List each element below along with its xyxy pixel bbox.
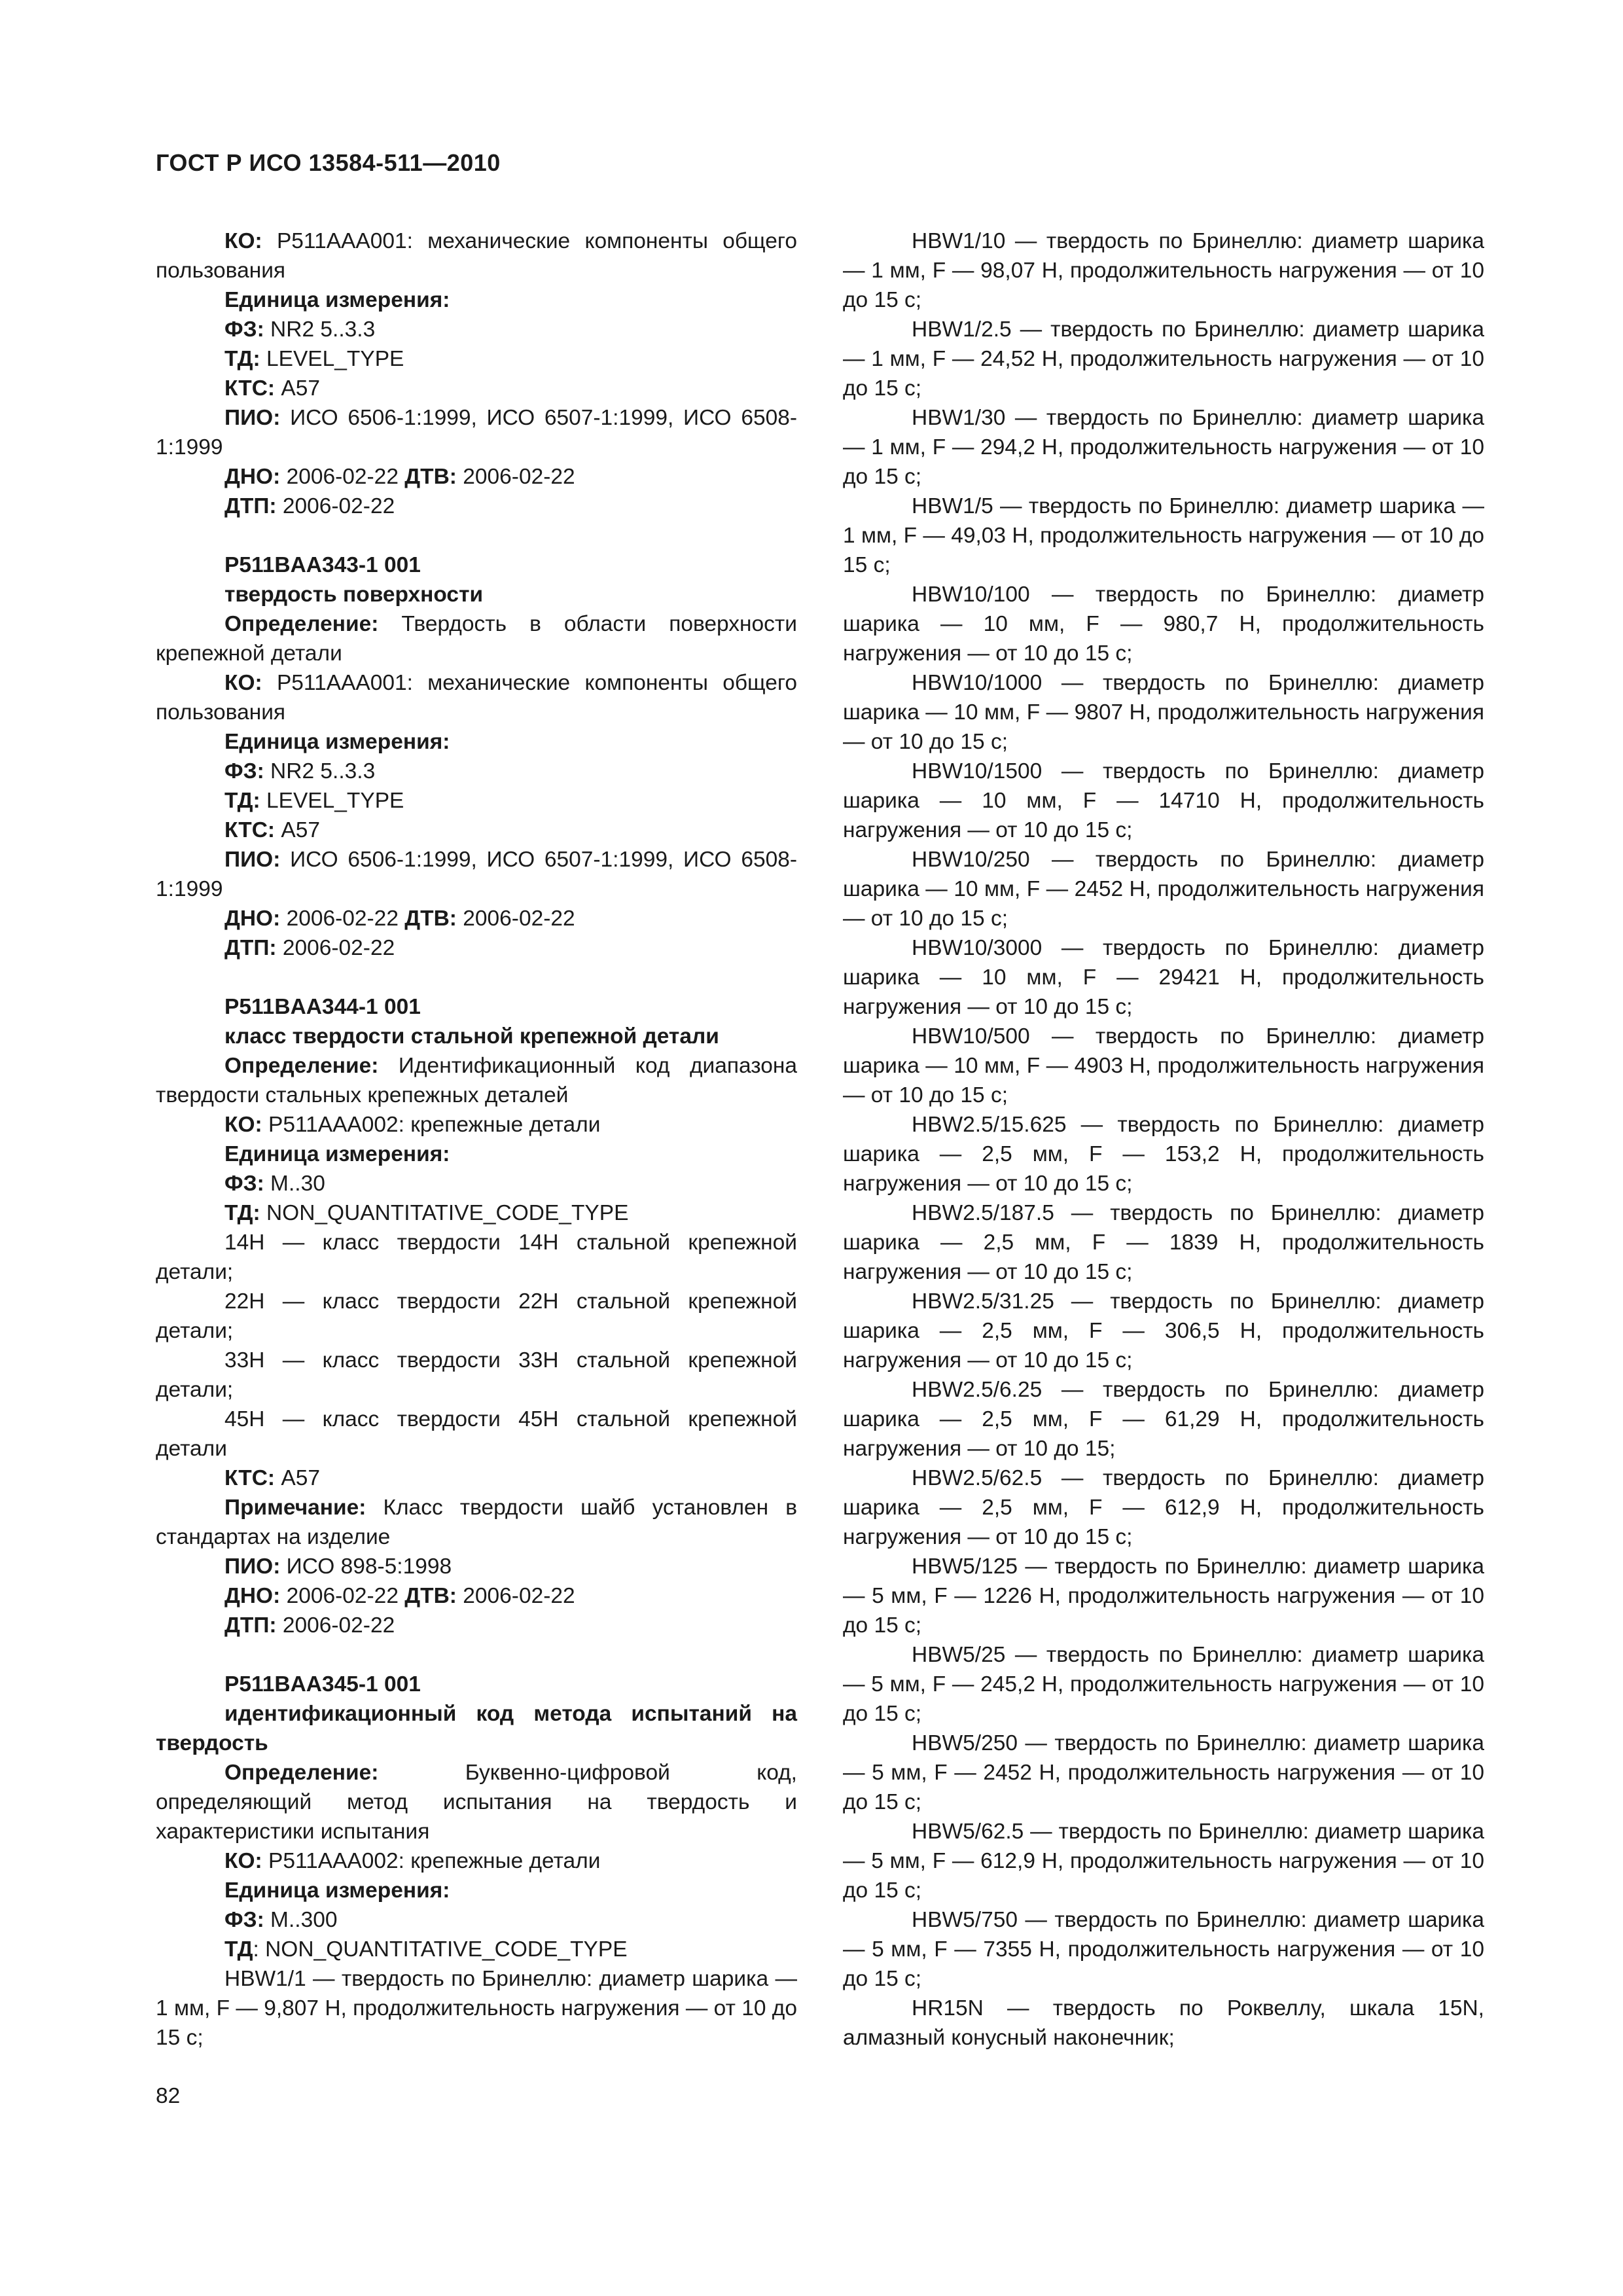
field-fz: ФЗ: M..30 [224,1172,325,1196]
code-value: HR15N — твердость по Роквеллу, шкала 15N, алмазный конусный наконечник; [843,1996,1484,2050]
field-definition: Определение: Буквенно-цифровой код, определяющий метод испытания на твердость и характеристики испытания [156,1761,797,1844]
field-dtp: ДТП: 2006-02-22 [224,936,395,960]
entry-name: класс твердости стальной крепежной детали [224,1024,719,1049]
field-td: ТД: LEVEL_TYPE [224,789,404,813]
field-pio: ПИО: ИСО 6506-1:1999, ИСО 6507-1:1999, ИСО 6508-1:1999 [156,406,797,459]
field-definition: Определение: Идентификационный код диапазона твердости стальных крепежных деталей [156,1054,797,1107]
entry-p511baa343 [156,550,797,963]
field-pio: ПИО: ИСО 6506-1:1999, ИСО 6507-1:1999, ИСО 6508-1:1999 [156,848,797,901]
field-pio: ПИО: ИСО 898-5:1998 [224,1554,452,1579]
code-value: HBW2.5/187.5 — твердость по Бринеллю: диаметр шарика — 2,5 мм, F — 1839 Н, продолжительность нагружения — от 10 до 15 с; [843,1201,1484,1284]
code-value: HBW10/100 — твердость по Бринеллю: диаметр шарика — 10 мм, F — 980,7 Н, продолжительность нагружения — от 10 до 15 с; [843,583,1484,666]
field-note: Примечание: Класс твердости шайб установлен в стандартах на изделие [156,1496,797,1549]
page-number: 82 [156,2084,181,2108]
code-value: HBW1/1 — твердость по Бринеллю: диаметр шарика — 1 мм, F — 9,807 Н, продолжительность нагружения — от 10 до 15 с; [156,1967,797,2050]
field-definition: Определение: Твердость в области поверхности крепежной детали [156,612,797,666]
code-value: HBW2.5/6.25 — твердость по Бринеллю: диаметр шарика — 2,5 мм, F — 61,29 Н, продолжительность нагружения — от 10 до 15; [843,1378,1484,1461]
field-fz: ФЗ: NR2 5..3.3 [224,759,376,783]
field-unit: Единица измерения: [224,1142,450,1166]
code-value: HBW1/5 — твердость по Бринеллю: диаметр шарика — 1 мм, F — 49,03 Н, продолжительность нагружения — от 10 до 15 с; [843,494,1484,577]
entry-name: идентификационный код метода испытаний на твердость [156,1702,797,1755]
entry-code: P511BAA343-1 001 [224,553,421,577]
code-value: HBW5/125 — твердость по Бринеллю: диаметр шарика — 5 мм, F — 1226 Н, продолжительность нагружения — от 10 до 15 с; [843,1554,1484,1638]
code-value: HBW10/3000 — твердость по Бринеллю: диаметр шарика — 10 мм, F — 29421 Н, продолжительность нагружения — от 10 до 15 с; [843,936,1484,1019]
field-dno-dtv: ДНО: 2006-02-22 ДТВ: 2006-02-22 [224,1584,575,1608]
code-value: HBW5/250 — твердость по Бринеллю: диаметр шарика — 5 мм, F — 2452 Н, продолжительность нагружения — от 10 до 15 с; [843,1731,1484,1814]
code-value: HBW10/1000 — твердость по Бринеллю: диаметр шарика — 10 мм, F — 9807 Н, продолжительность нагружения — от 10 до 15 с; [843,671,1484,754]
code-value: HBW5/25 — твердость по Бринеллю: диаметр шарика — 5 мм, F — 245,2 Н, продолжительность нагружения — от 10 до 15 с; [843,1643,1484,1726]
entry-p511baa344 [156,992,797,1640]
entry-p511baa345 [156,1670,797,2053]
entry-code: P511BAA345-1 001 [224,1672,421,1696]
field-unit: Единица измерения: [224,1878,450,1903]
field-dtp: ДТП: 2006-02-22 [224,494,395,518]
entry-name: твердость поверхности [224,583,484,607]
code-value: HBW2.5/62.5 — твердость по Бринеллю: диаметр шарика — 2,5 мм, F — 612,9 Н, продолжительность нагружения — от 10 до 15 с; [843,1466,1484,1549]
field-kts: КТС: A57 [224,1466,321,1490]
field-unit: Единица измерения: [224,288,450,312]
code-value: HBW1/2.5 — твердость по Бринеллю: диаметр шарика — 1 мм, F — 24,52 Н, продолжительность нагружения — от 10 до 15 с; [843,317,1484,401]
field-ko: КО: P511AAA002: крепежные детали [224,1113,601,1137]
field-kts: КТС: A57 [224,376,321,401]
field-dno-dtv: ДНО: 2006-02-22 ДТВ: 2006-02-22 [224,906,575,931]
code-value: HBW10/500 — твердость по Бринеллю: диаметр шарика — 10 мм, F — 4903 Н, продолжительность нагружения — от 10 до 15 с; [843,1024,1484,1107]
code-value: HBW2.5/15.625 — твердость по Бринеллю: диаметр шарика — 2,5 мм, F — 153,2 Н, продолжительность нагружения — от 10 до 15 с; [843,1113,1484,1196]
field-kts: КТС: A57 [224,818,321,842]
field-td: ТД: LEVEL_TYPE [224,347,404,371]
code-value: 33H — класс твердости 33H стальной крепежной детали; [156,1348,797,1402]
code-value: 45H — класс твердости 45H стальной крепежной детали [156,1407,797,1461]
code-value: 22H — класс твердости 22H стальной крепежной детали; [156,1289,797,1343]
entry-code: P511BAA344-1 001 [224,995,421,1019]
code-value: HBW10/1500 — твердость по Бринеллю: диаметр шарика — 10 мм, F — 14710 Н, продолжительность нагружения — от 10 до 15 с; [843,759,1484,842]
field-dno-dtv: ДНО: 2006-02-22 ДТВ: 2006-02-22 [224,465,575,489]
field-fz: ФЗ: NR2 5..3.3 [224,317,376,342]
field-unit: Единица измерения: [224,730,450,754]
code-value: HBW5/62.5 — твердость по Бринеллю: диаметр шарика — 5 мм, F — 612,9 Н, продолжительность нагружения — от 10 до 15 с; [843,1820,1484,1903]
right-column [843,226,1484,2053]
code-value: HBW2.5/31.25 — твердость по Бринеллю: диаметр шарика — 2,5 мм, F — 306,5 Н, продолжительность нагружения — от 10 до 15 с; [843,1289,1484,1372]
field-ko: КО: P511AAA001: механические компоненты общего пользования [156,229,797,283]
left-column [156,226,797,2053]
code-value: HBW1/30 — твердость по Бринеллю: диаметр шарика — 1 мм, F — 294,2 Н, продолжительность нагружения — от 10 до 15 с; [843,406,1484,489]
field-ko: КО: P511AAA001: механические компоненты общего пользования [156,671,797,725]
field-dtp: ДТП: 2006-02-22 [224,1613,395,1638]
field-td: ТД: NON_QUANTITATIVE_CODE_TYPE [224,1937,628,1962]
field-td: ТД: NON_QUANTITATIVE_CODE_TYPE [224,1201,629,1225]
code-value: HBW5/750 — твердость по Бринеллю: диаметр шарика — 5 мм, F — 7355 Н, продолжительность нагружения — от 10 до 15 с; [843,1908,1484,1991]
field-fz: ФЗ: M..300 [224,1908,338,1932]
field-ko: КО: P511AAA002: крепежные детали [224,1849,601,1873]
code-value: 14H — класс твердости 14H стальной крепежной детали; [156,1230,797,1284]
document-header: ГОСТ Р ИСО 13584-511—2010 [156,149,501,176]
code-value: HBW1/10 — твердость по Бринеллю: диаметр шарика — 1 мм, F — 98,07 Н, продолжительность нагружения — от 10 до 15 с; [843,229,1484,312]
code-value: HBW10/250 — твердость по Бринеллю: диаметр шарика — 10 мм, F — 2452 Н, продолжительность нагружения — от 10 до 15 с; [843,848,1484,931]
